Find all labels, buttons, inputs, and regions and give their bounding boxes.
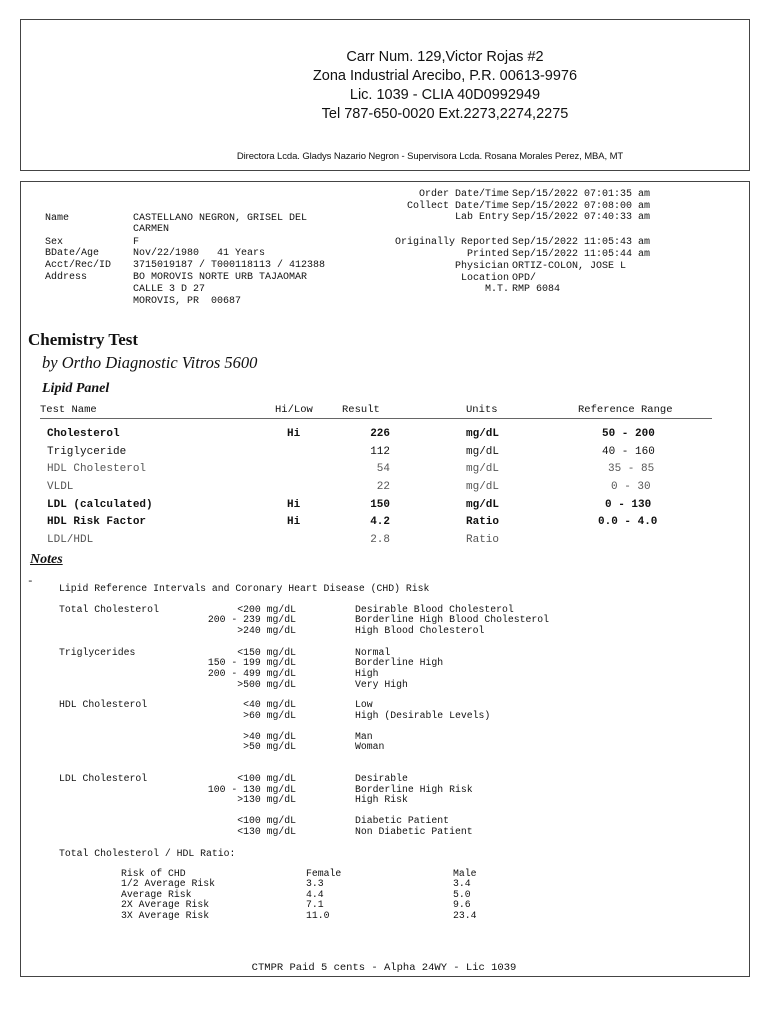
address-value-3: MOROVIS, PR 00687 <box>133 296 242 307</box>
physician-value: ORTIZ-COLON, JOSE L <box>512 261 627 272</box>
name-value: CASTELLANO NEGRON, GRISEL DEL <box>133 213 308 224</box>
bdate-label: BDate/Age <box>45 248 100 259</box>
order-value: Sep/15/2022 07:01:35 am <box>512 189 651 200</box>
ref-desc: Low <box>355 699 373 710</box>
hi-low-flag: Hi <box>287 428 301 440</box>
ref-desc: Woman <box>355 741 385 752</box>
ref-range: >500 mg/dL <box>237 679 296 690</box>
notes-heading: Lipid Reference Intervals and Coronary Heart Disease (CHD) Risk <box>59 583 430 594</box>
ref-range: >40 mg/dL <box>243 731 296 742</box>
orig-reported-label: Originally Reported <box>394 237 509 248</box>
ratio-risk: 1/2 Average Risk <box>121 878 216 889</box>
sex-value: F <box>133 237 140 248</box>
result-value: 112 <box>370 446 390 458</box>
address-line-3: Lic. 1039 - CLIA 40D0992949 <box>349 87 541 103</box>
ratio-female: 4.4 <box>306 889 324 900</box>
units: Ratio <box>466 516 500 528</box>
ref-desc: High Risk <box>355 794 408 805</box>
col-units: Units <box>466 404 498 416</box>
reference-range: 0 - 30 <box>611 481 651 493</box>
ref-range: 200 - 499 mg/dL <box>207 668 296 679</box>
method-subtitle: by Ortho Diagnostic Vitros 5600 <box>42 353 258 372</box>
col-hi-low: Hi/Low <box>275 404 313 416</box>
units: mg/dL <box>466 463 500 475</box>
name-label: Name <box>45 213 70 224</box>
result-value: 4.2 <box>370 516 390 528</box>
acct-value: 3715019187 / T000118113 / 412388 <box>133 260 326 271</box>
hi-low-flag: Hi <box>287 499 301 511</box>
test-name: HDL Cholesterol <box>47 463 147 475</box>
ref-desc: Normal <box>355 647 391 658</box>
panel-title: Lipid Panel <box>42 381 110 396</box>
collect-label: Collect Date/Time <box>406 201 509 212</box>
units: mg/dL <box>466 446 500 458</box>
lab-header <box>20 19 750 171</box>
ratio-female: 7.1 <box>306 899 324 910</box>
units: Ratio <box>466 534 500 546</box>
ref-desc: Non Diabetic Patient <box>355 826 473 837</box>
ratio-male: 9.6 <box>453 899 471 910</box>
ratio-heading: Total Cholesterol / HDL Ratio: <box>59 848 236 859</box>
ratio-col-male: Male <box>453 868 477 879</box>
ratio-male: 3.4 <box>453 878 471 889</box>
ref-desc: Diabetic Patient <box>355 815 450 826</box>
ref-range: 150 - 199 mg/dL <box>207 657 296 668</box>
ref-desc: Desirable <box>355 773 408 784</box>
location-label: Location <box>460 273 509 284</box>
ref-range: <100 mg/dL <box>237 773 296 784</box>
section-title: Chemistry Test <box>28 330 139 349</box>
ratio-col-female: Female <box>306 868 342 879</box>
ref-range: <150 mg/dL <box>237 647 296 658</box>
mt-label: M.T. <box>484 284 509 295</box>
orig-reported-value: Sep/15/2022 11:05:43 am <box>512 237 651 248</box>
result-value: 150 <box>370 499 390 511</box>
collect-value: Sep/15/2022 07:08:00 am <box>512 201 651 212</box>
ratio-risk: 2X Average Risk <box>121 899 210 910</box>
ref-range: >130 mg/dL <box>237 794 296 805</box>
ref-range: >50 mg/dL <box>243 741 296 752</box>
ref-group-label: Triglycerides <box>59 647 136 658</box>
ref-desc: High <box>355 668 379 679</box>
notes-bullet: - <box>27 576 34 588</box>
result-value: 226 <box>370 428 390 440</box>
lab-address <box>21 48 749 124</box>
ratio-male: 23.4 <box>453 910 477 921</box>
footer-line: CTMPR Paid 5 cents - Alpha 24WY - Lic 1039 <box>251 962 517 974</box>
result-value: 2.8 <box>370 534 390 546</box>
reference-range: 0.0 - 4.0 <box>598 516 658 528</box>
ref-desc: High Blood Cholesterol <box>355 625 485 636</box>
units: mg/dL <box>466 481 500 493</box>
col-test-name: Test Name <box>40 404 97 416</box>
header-divider <box>40 418 712 419</box>
test-name: LDL (calculated) <box>47 499 153 511</box>
ref-group-label: Total Cholesterol <box>59 604 159 615</box>
bdate-value: Nov/22/1980 41 Years <box>133 248 266 259</box>
test-name: LDL/HDL <box>47 534 94 546</box>
physician-label: Physician <box>454 261 509 272</box>
ratio-female: 3.3 <box>306 878 324 889</box>
address-value-2: CALLE 3 D 27 <box>133 284 206 295</box>
staff-line: Directora Lcda. Gladys Nazario Negron - Supervisora Lcda. Rosana Morales Perez, MBA, MT <box>236 151 624 162</box>
printed-label: Printed <box>466 249 509 260</box>
ref-desc: Borderline High <box>355 657 444 668</box>
address-line-1: Carr Num. 129,Victor Rojas #2 <box>346 49 544 65</box>
ref-range: <40 mg/dL <box>243 699 296 710</box>
ref-desc: Man <box>355 731 373 742</box>
hi-low-flag: Hi <box>287 516 301 528</box>
location-value: OPD/ <box>512 273 537 284</box>
ref-range: 200 - 239 mg/dL <box>207 614 296 625</box>
test-name: HDL Risk Factor <box>47 516 147 528</box>
result-value: 22 <box>376 481 390 493</box>
address-line-4: Tel 787-650-0020 Ext.2273,2274,2275 <box>321 106 569 122</box>
ratio-female: 11.0 <box>306 910 330 921</box>
ref-range: <130 mg/dL <box>237 826 296 837</box>
test-name: VLDL <box>47 481 74 493</box>
mt-value: RMP 6084 <box>512 284 561 295</box>
ref-range: >240 mg/dL <box>237 625 296 636</box>
reference-range: 40 - 160 <box>602 446 655 458</box>
units: mg/dL <box>466 428 500 440</box>
ref-desc: Desirable Blood Cholesterol <box>355 604 514 615</box>
ref-desc: High (Desirable Levels) <box>355 710 491 721</box>
lab-entry-value: Sep/15/2022 07:40:33 am <box>512 212 651 223</box>
col-reference: Reference Range <box>578 404 673 416</box>
ratio-col-risk: Risk of CHD <box>121 868 186 879</box>
ref-range: <100 mg/dL <box>237 815 296 826</box>
ref-range: >60 mg/dL <box>243 710 296 721</box>
address-label: Address <box>45 272 88 283</box>
notes-title: Notes <box>30 552 63 567</box>
test-name: Triglyceride <box>47 446 127 458</box>
ref-desc: Very High <box>355 679 408 690</box>
reference-range: 35 - 85 <box>608 463 655 475</box>
lab-entry-label: Lab Entry <box>454 212 509 223</box>
address-value-1: BO MOROVIS NORTE URB TAJAOMAR <box>133 272 308 283</box>
reference-range: 0 - 130 <box>605 499 652 511</box>
reference-range: 50 - 200 <box>602 428 655 440</box>
acct-label: Acct/Rec/ID <box>45 260 112 271</box>
address-line-2: Zona Industrial Arecibo, P.R. 00613-9976 <box>312 68 578 84</box>
ratio-risk: 3X Average Risk <box>121 910 210 921</box>
sex-label: Sex <box>45 237 64 248</box>
test-name: Cholesterol <box>47 428 120 440</box>
ref-desc: Borderline High Risk <box>355 784 473 795</box>
col-result: Result <box>342 404 380 416</box>
printed-value: Sep/15/2022 11:05:44 am <box>512 249 651 260</box>
ratio-male: 5.0 <box>453 889 471 900</box>
ref-range: <200 mg/dL <box>237 604 296 615</box>
ratio-risk: Average Risk <box>121 889 192 900</box>
ref-group-label: LDL Cholesterol <box>59 773 148 784</box>
name-value-cont: CARMEN <box>133 224 170 235</box>
order-label: Order Date/Time <box>418 189 509 200</box>
ref-range: 100 - 130 mg/dL <box>207 784 296 795</box>
units: mg/dL <box>466 499 500 511</box>
ref-desc: Borderline High Blood Cholesterol <box>355 614 550 625</box>
result-value: 54 <box>376 463 390 475</box>
ref-group-label: HDL Cholesterol <box>59 699 148 710</box>
